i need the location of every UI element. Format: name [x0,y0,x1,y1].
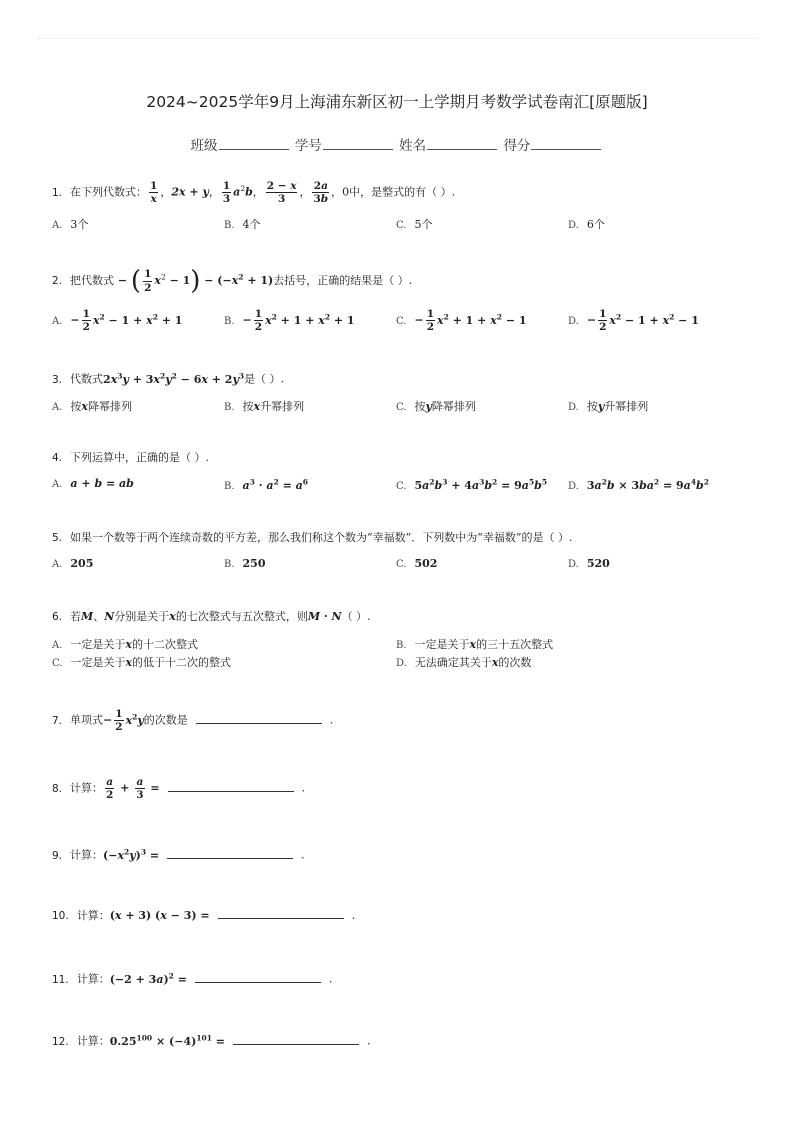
question-stem: 计算： [76,1034,110,1048]
number-blank[interactable] [323,137,393,150]
question-number: 10. [52,910,69,922]
answer-blank[interactable] [218,917,344,919]
score-blank[interactable] [531,137,601,150]
question-4 [52,452,209,464]
header-divider [36,38,758,39]
option-a[interactable]: A. a + b = ab [52,477,134,490]
question-stem: 如果一个数等于两个连续奇数的平方差，那么我们称这个数为“幸福数”．下列数中为“幸福数”的是（ ）. [70,531,573,544]
name-label: 姓名 [399,138,427,154]
option-b[interactable]: B. 4个 [224,218,261,231]
student-info-row [0,134,794,154]
question-stem-end: 是（ ）. [244,372,285,386]
question-2: 2. 把代数式 − ( $\frac{1}{2}$ $x^2 - 1) - (-x^2 + 1)$去括号，正确的结果是（ ）. [52,266,413,296]
question-1: 1. 在下列代数式： $\frac{1}{x}$ ，2x + y， $\frac{1}{3}$ $a^2b$， $\frac{2 - x}{3}$ ， $\frac{2a}{3b}$ ，0中，是整式的有（ ）. [52,180,456,206]
option-a[interactable]: A. 3个 [52,218,89,231]
option-b[interactable]: B. − $\frac{1}{2}$ $x^2 + 1 + x^2 + 1$ [224,308,355,334]
option-d[interactable]: D. 6个 [568,218,605,231]
option-c[interactable]: C. 502 [396,557,438,570]
question-5 [52,532,573,544]
option-c[interactable]: C. 5个 [396,218,433,231]
answer-blank[interactable] [195,981,321,983]
question-7: 7. 单项式− $\frac{1}{2}$ $x^2y$的次数是 . [52,708,334,734]
question-stem: 计算： [76,972,110,986]
math-fraction: $\frac{1}{x}$ [150,180,158,206]
question-11: 11. 计算：$(-2 + 3a)^2$ = . [52,971,333,986]
question-number: 1. [52,186,63,199]
option-b[interactable]: B. $a^3 \cdot a^2 = a^6$ [224,477,308,492]
question-number: 4. [52,452,63,464]
question-number: 12. [52,1035,69,1048]
question-stem: 计算： [70,848,104,862]
option-b[interactable]: B. 按x升幂排列 [224,400,305,413]
number-label: 学号 [294,138,322,154]
question-stem: 若 [70,610,82,623]
math-fraction: $\frac{1}{2}$ [144,268,152,294]
option-b[interactable]: B. 一定是关于x的三十五次整式 [396,638,554,651]
question-3: 3. 代数式$2x^3y + 3x^2y^2 - 6x + 2y^3$是（ ）. [52,371,285,386]
question-stem-end: ，0中，是整式的有（ ）. [331,185,456,199]
question-10: 10. 计算：(x + 3) (x − 3) = . [52,909,356,922]
question-stem: 把代数式 [70,274,115,287]
question-number: 2. [52,275,63,287]
question-6: 6. 若M、N分别是关于x的七次整式与五次整式，则M · N（ ）. [52,610,371,623]
question-stem: 在下列代数式： [70,185,148,199]
question-stem-end: 去括号，正确的结果是（ ）. [273,274,413,287]
option-d[interactable]: D. 无法确定其关于x的次数 [396,656,532,669]
option-b[interactable]: B. 250 [224,557,266,570]
option-c[interactable]: C. 按y降幂排列 [396,400,476,413]
math-fraction: $\frac{1}{2}$ [115,708,123,734]
option-d[interactable]: D. 520 [568,557,610,570]
page-title: 2024~2025学年9月上海浦东新区初一上学期月考数学试卷南汇[原题版] [146,93,648,111]
option-a[interactable]: A. 一定是关于x的十二次整式 [52,638,198,651]
question-stem: 下列运算中，正确的是（ ）. [70,451,210,464]
math-fraction: $\frac{a}{2}$ [106,776,114,802]
option-d[interactable]: D. $3a^2b \times 3ba^2 = 9a^4b^2$ [568,477,709,492]
name-blank[interactable] [427,137,497,150]
math-fraction: $\frac{2 - x}{3}$ [266,180,297,206]
math-fraction: $\frac{1}{3}$ [222,180,231,206]
question-number: 11. [52,973,69,986]
question-number: 6. [52,611,63,623]
math-fraction: $\frac{2a}{3b}$ [313,180,329,206]
answer-blank[interactable] [168,790,294,792]
question-number: 7. [52,714,63,727]
answer-blank[interactable] [196,722,322,724]
option-a[interactable]: A. 205 [52,557,94,570]
question-number: 8. [52,782,63,795]
question-number: 9. [52,849,63,862]
answer-blank[interactable] [167,857,293,859]
question-number: 3. [52,373,63,386]
answer-blank[interactable] [233,1043,359,1045]
class-blank[interactable] [219,137,289,150]
question-stem: 代数式 [70,372,104,386]
option-a[interactable]: A. 按x降幂排列 [52,400,132,413]
question-9: 9. 计算：$(-x^2y)^3$ = . [52,847,305,862]
score-label: 得分 [503,138,531,154]
math-fraction: $\frac{a}{3}$ [136,776,144,802]
question-stem: 计算： [70,781,104,795]
option-a[interactable]: A. − $\frac{1}{2}$ $x^2 - 1 + x^2 + 1$ [52,308,183,334]
option-d[interactable]: D. 按y升幂排列 [568,400,649,413]
option-c[interactable]: C. $5a^2b^3 + 4a^3b^2 = 9a^5b^5$ [396,477,548,492]
question-stem: 单项式 [70,713,104,727]
option-d[interactable]: D. − $\frac{1}{2}$ $x^2 - 1 + x^2 - 1$ [568,308,699,334]
question-12: 12. 计算：$0.25^{100} \times (-4)^{101}$ = . [52,1033,371,1048]
option-c[interactable]: C. 一定是关于x的低于十二次的整式 [52,656,232,669]
question-number: 5. [52,532,63,544]
question-8: 8. 计算： $\frac{a}{2}$ + $\frac{a}{3}$ = . [52,776,306,802]
question-stem: 计算： [76,909,110,922]
option-c[interactable]: C. − $\frac{1}{2}$ $x^2 + 1 + x^2 - 1$ [396,308,527,334]
class-label: 班级 [190,138,218,154]
